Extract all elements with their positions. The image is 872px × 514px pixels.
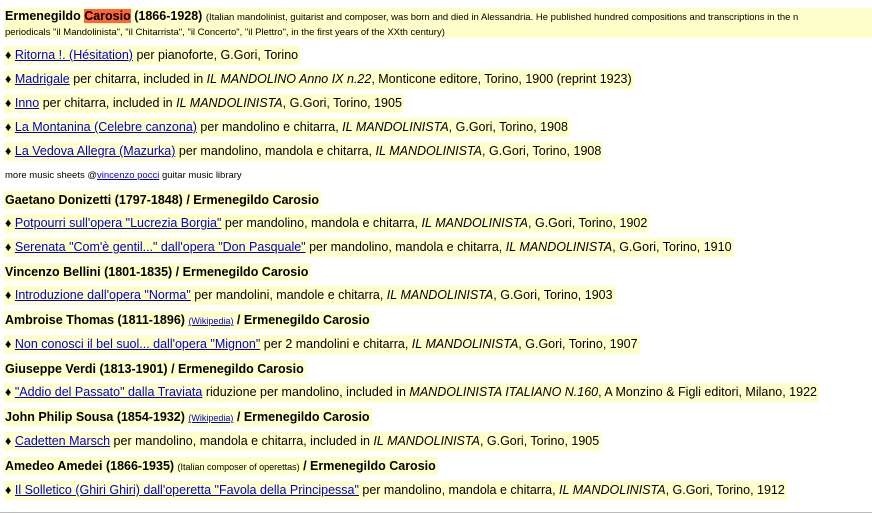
work-item [4,70,634,89]
composer-note: (Italian composer of operettas) [177,462,300,472]
work-publication: IL MANDOLINISTA [505,240,613,254]
bullet-icon: ♦ [5,240,12,254]
arranger-name: / Ermenegildo Carosio [172,265,309,279]
work-publication: IL MANDOLINISTA [411,337,519,351]
bullet-icon: ♦ [5,385,12,399]
work-details: per mandolino e chitarra, [196,120,343,134]
work-item [4,432,601,451]
work-details: per pianoforte, G.Gori, Torino [132,48,299,62]
bullet-icon: ♦ [5,96,12,110]
more-label: more music sheets @ [5,170,98,181]
work-publication: IL MANDOLINISTA [421,216,529,230]
section-heading-bellini [4,263,310,281]
work-link[interactable]: "Addio del Passato" dalla Traviata [14,385,203,399]
work-details: per chitarra, included in [39,96,177,110]
work-publisher: , Monticone editore, Torino, 1900 (reprint 1923) [371,72,632,86]
work-publication: IL MANDOLINISTA [559,483,666,497]
work-item [4,118,570,137]
composer-header [4,8,872,38]
work-link[interactable]: Introduzione dall'opera "Norma" [14,288,191,302]
work-item [4,214,649,233]
section-heading-donizetti [4,191,321,209]
work-publisher: , G.Gori, Torino, 1912 [665,483,785,497]
wikipedia-link[interactable]: (Wikipedia) [188,316,234,326]
bullet-icon: ♦ [5,434,12,448]
work-link[interactable]: Non conosci il bel suol... dall'opera "Mignon" [14,337,261,351]
work-item [4,142,603,161]
work-item [4,46,300,65]
work-publisher: , G.Gori, Torino, 1905 [479,434,600,448]
arranger-name: / Ermenegildo Carosio [167,362,304,376]
work-details: per mandolino, mandola e chitarra, [358,483,560,497]
work-details: riduzione per mandolino, included in [202,385,410,399]
work-publication: IL MANDOLINO Anno IX n.22 [206,72,372,86]
work-details: per mandolino, mandola e chitarra, included in [110,434,374,448]
bullet-icon: ♦ [5,483,12,497]
work-details: per mandolini, mandole e chitarra, [190,288,387,302]
work-item [4,286,615,305]
work-link[interactable]: Madrigale [14,72,70,86]
composer-name: Ambroise Thomas (1811-1896) [5,313,185,327]
work-publication: MANDOLINISTA ITALIANO N.160 [409,385,599,399]
composer-bio: (Italian mandolinist, guitarist and composer, was born and died in Alessandria. He published hundred compositions and transcriptions in the n [205,12,799,23]
work-item [4,481,787,500]
section-heading-amedei [4,457,438,475]
work-publication: IL MANDOLINISTA [342,120,449,134]
composer-first-name: Ermenegildo [5,9,81,23]
work-link[interactable]: Potpourri sull'opera "Lucrezia Borgia" [14,216,222,230]
work-link[interactable]: La Montanina (Celebre canzona) [14,120,197,134]
bullet-icon: ♦ [5,72,12,86]
work-item [4,94,404,113]
composer-name: Amedeo Amedei (1866-1935) [5,459,175,473]
composer-dates: (1866-1928) [134,9,203,23]
composer-name: John Philip Sousa (1854-1932) [5,410,185,424]
work-link[interactable]: Cadetten Marsch [14,434,111,448]
work-publication: IL MANDOLINISTA [386,288,494,302]
composer-name: Gaetano Donizetti (1797-1848) [5,193,183,207]
bullet-icon: ♦ [5,216,12,230]
section-heading-thomas [4,311,372,329]
work-publication: IL MANDOLINISTA [176,96,283,110]
work-link[interactable]: La Vedova Allegra (Mazurka) [14,144,176,158]
search-highlight: Carosio [84,9,131,23]
work-item [4,238,734,257]
work-publisher: , G.Gori, Torino, 1903 [493,288,613,302]
bullet-icon: ♦ [5,337,12,351]
work-item [4,383,819,402]
work-publisher: , G.Gori, Torino, 1910 [612,240,732,254]
work-item [4,335,640,354]
work-link[interactable]: Serenata "Com'è gentil..." dall'opera "Don Pasquale" [14,240,306,254]
work-details: per mandolino, mandola e chitarra, [175,144,376,158]
work-publisher: , G.Gori, Torino, 1905 [282,96,402,110]
work-link[interactable]: Inno [14,96,40,110]
work-details: per chitarra, included in [69,72,207,86]
section-heading-sousa [4,408,372,426]
work-link[interactable]: Ritorna !. (Hésitation) [14,48,133,62]
work-publisher: , G.Gori, Torino, 1902 [528,216,648,230]
wikipedia-link[interactable]: (Wikipedia) [188,413,234,423]
more-suffix: guitar music library [159,170,242,181]
composer-bio-continued: periodicals "il Mandolinista", "il Chitarrista", "il Concerto", "il Plettro", in the first years of the XXth century) [5,27,445,38]
bottom-divider [0,512,872,513]
section-heading-verdi [4,360,306,378]
work-link[interactable]: Il Solletico (Ghiri Ghiri) dall'operetta "Favola della Principessa" [14,483,359,497]
work-details: per mandolino, mandola e chitarra, [221,216,422,230]
arranger-name: / Ermenegildo Carosio [182,193,319,207]
work-publisher: , G.Gori, Torino, 1907 [518,337,638,351]
arranger-name: / Ermenegildo Carosio [233,410,370,424]
bullet-icon: ♦ [5,48,12,62]
arranger-name: / Ermenegildo Carosio [299,459,436,473]
bullet-icon: ♦ [5,288,12,302]
composer-name: Giuseppe Verdi (1813-1901) [5,362,168,376]
vincenzo-pocci-link[interactable]: vincenzo pocci [97,170,160,181]
work-publisher: , A Monzino & Figli editori, Milano, 1922 [598,385,817,399]
bullet-icon: ♦ [5,120,12,134]
bullet-icon: ♦ [5,144,12,158]
work-publication: IL MANDOLINISTA [373,434,480,448]
work-publisher: , G.Gori, Torino, 1908 [448,120,568,134]
work-publication: IL MANDOLINISTA [375,144,483,158]
more-music-sheets [4,169,242,183]
work-publisher: , G.Gori, Torino, 1908 [482,144,602,158]
work-details: per 2 mandolini e chitarra, [260,337,412,351]
arranger-name: / Ermenegildo Carosio [233,313,370,327]
work-details: per mandolino, mandola e chitarra, [305,240,506,254]
composer-name: Vincenzo Bellini (1801-1835) [5,265,173,279]
